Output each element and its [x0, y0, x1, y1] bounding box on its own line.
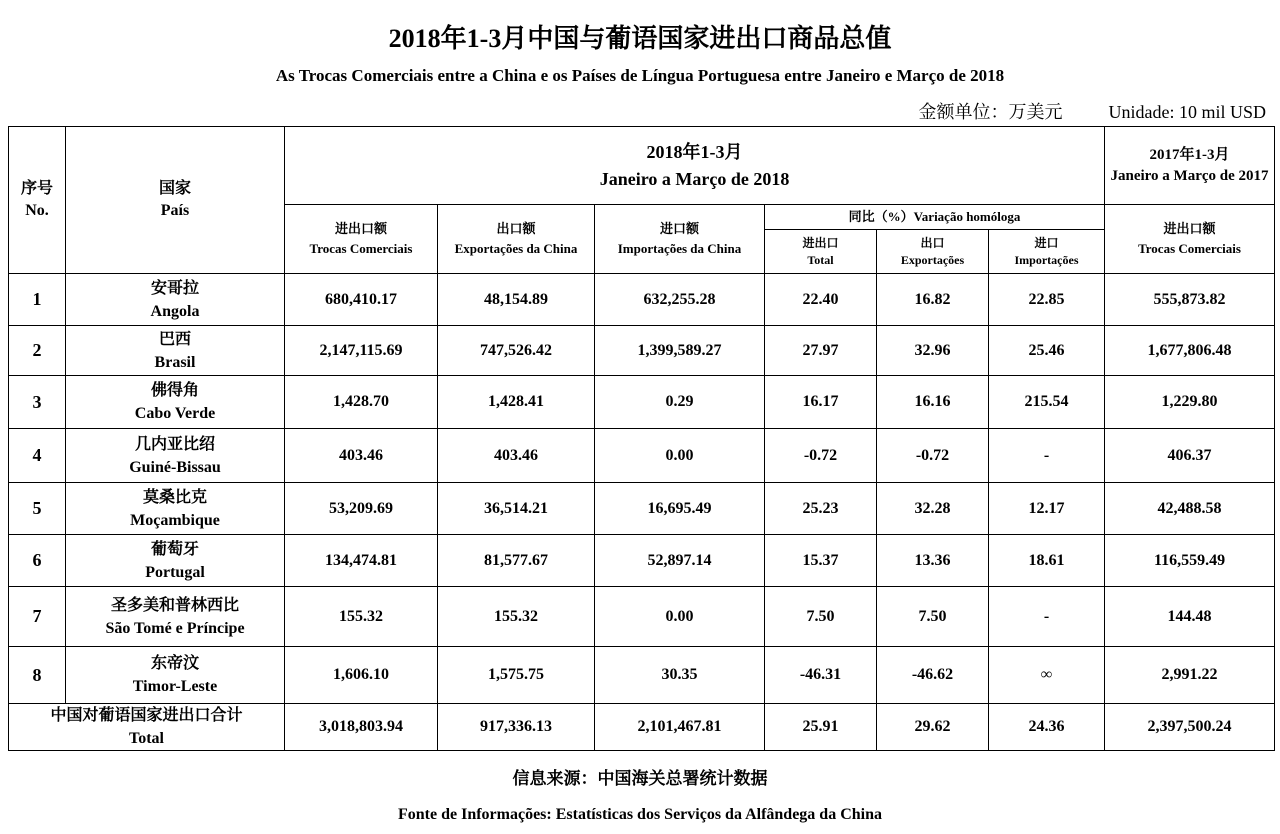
unit-cn: 金额单位：万美元	[918, 102, 1063, 122]
row-yoy-total: 16.17	[765, 376, 877, 429]
row-no: 8	[9, 647, 66, 704]
header-seq	[9, 127, 66, 274]
row-country	[66, 274, 285, 326]
row-yoy-export: 32.96	[877, 326, 989, 376]
row-yoy-total: -0.72	[765, 429, 877, 483]
table-row-total	[9, 704, 1275, 751]
row-yoy-import: 12.17	[989, 483, 1105, 535]
row-trade-2017: 116,559.49	[1105, 535, 1275, 587]
header-export-cn: 出口额	[496, 221, 536, 236]
table-row	[9, 587, 1275, 647]
row-yoy-import: -	[989, 429, 1105, 483]
page-subtitle: As Trocas Comerciais entre a China e os Países de Língua Portuguesa entre Janeiro e Março de 2018	[275, 66, 1005, 85]
row-country-pt: Timor-Leste	[132, 678, 218, 695]
header-trade-2017-cn: 进出口额	[1163, 221, 1216, 236]
table-row	[9, 535, 1275, 587]
row-trade: 134,474.81	[285, 535, 438, 587]
row-import: 52,897.14	[595, 535, 765, 587]
row-trade-2017: 1,677,806.48	[1105, 326, 1275, 376]
row-yoy-import: ∞	[989, 647, 1105, 704]
row-country-cn: 安哥拉	[150, 279, 199, 297]
total-label-cn: 中国对葡语国家进出口合计	[50, 707, 243, 724]
row-trade-2017: 555,873.82	[1105, 274, 1275, 326]
row-yoy-export: 16.82	[877, 274, 989, 326]
row-no: 3	[9, 376, 66, 429]
row-yoy-export: 13.36	[877, 535, 989, 587]
row-yoy-import: 18.61	[989, 535, 1105, 587]
row-country-pt: Guiné-Bissau	[129, 458, 221, 476]
row-trade-2017: 406.37	[1105, 429, 1275, 483]
header-import	[595, 205, 765, 274]
header-seq-en: No.	[25, 202, 49, 219]
unit-pt: Unidade: 10 mil USD	[1108, 102, 1266, 122]
row-yoy-export: -0.72	[877, 429, 989, 483]
row-import: 1,399,589.27	[595, 326, 765, 376]
header-yoy-total	[765, 230, 877, 274]
row-country-cn: 几内亚比绍	[134, 435, 215, 453]
row-country	[66, 647, 285, 704]
header-yoy-import	[989, 230, 1105, 274]
row-export: 1,428.41	[438, 376, 595, 429]
header-trade	[285, 205, 438, 274]
table-row	[9, 274, 1275, 326]
row-import: 16,695.49	[595, 483, 765, 535]
header-trade-2017-pt: Trocas Comerciais	[1138, 241, 1241, 256]
header-period-2018-cn: 2018年1-3月	[646, 141, 743, 162]
header-country-cn: 国家	[158, 180, 191, 197]
row-country-cn: 葡萄牙	[150, 540, 199, 558]
row-no: 5	[9, 483, 66, 535]
row-yoy-total: 25.23	[765, 483, 877, 535]
row-country-cn: 佛得角	[150, 382, 199, 399]
header-export	[438, 205, 595, 274]
total-yoy-export: 29.62	[877, 704, 989, 751]
row-yoy-import: 215.54	[989, 376, 1105, 429]
row-import: 0.00	[595, 587, 765, 647]
row-export: 403.46	[438, 429, 595, 483]
header-period-2018-pt: Janeiro a Março de 2018	[599, 168, 790, 189]
row-country-cn: 圣多美和普林西比	[110, 596, 239, 614]
row-yoy-export: 7.50	[877, 587, 989, 647]
row-export: 36,514.21	[438, 483, 595, 535]
trade-table	[8, 126, 1275, 751]
row-yoy-export: 16.16	[877, 376, 989, 429]
total-export: 917,336.13	[438, 704, 595, 751]
total-label-pt: Total	[129, 730, 164, 747]
total-yoy-import: 24.36	[989, 704, 1105, 751]
row-export: 1,575.75	[438, 647, 595, 704]
row-country-cn: 东帝汶	[150, 655, 199, 672]
row-yoy-import: 22.85	[989, 274, 1105, 326]
row-country	[66, 587, 285, 647]
header-yoy-import-cn: 进口	[1034, 235, 1059, 250]
header-yoy-total-cn: 进出口	[802, 235, 839, 250]
row-yoy-export: 32.28	[877, 483, 989, 535]
row-trade: 155.32	[285, 587, 438, 647]
row-export: 81,577.67	[438, 535, 595, 587]
unit-label	[919, 98, 1267, 124]
source-note-pt: Fonte de Informações: Estatísticas dos Serviços da Alfândega da China	[397, 806, 882, 823]
total-import: 2,101,467.81	[595, 704, 765, 751]
header-export-pt: Exportações da China	[454, 241, 578, 256]
header-country	[66, 127, 285, 274]
table-row	[9, 429, 1275, 483]
row-export: 48,154.89	[438, 274, 595, 326]
total-label	[9, 704, 285, 751]
table-row	[9, 647, 1275, 704]
row-trade: 1,606.10	[285, 647, 438, 704]
table-body	[9, 274, 1275, 751]
row-trade-2017: 1,229.80	[1105, 376, 1275, 429]
row-no: 6	[9, 535, 66, 587]
row-country-pt: São Tomé e Príncipe	[105, 619, 245, 637]
header-period-2017-cn: 2017年1-3月	[1149, 146, 1230, 163]
header-trade-cn: 进出口额	[334, 221, 387, 236]
header-import-pt: Importações da China	[617, 241, 742, 256]
header-yoy-export	[877, 230, 989, 274]
header-country-pt: País	[160, 202, 190, 219]
header-period-2017	[1105, 127, 1275, 205]
header-import-cn: 进口额	[659, 221, 699, 236]
header-period-2017-pt: Janeiro a Março de 2017	[1110, 167, 1269, 184]
table-row	[9, 326, 1275, 376]
row-no: 2	[9, 326, 66, 376]
row-yoy-import: 25.46	[989, 326, 1105, 376]
row-no: 7	[9, 587, 66, 647]
row-trade: 1,428.70	[285, 376, 438, 429]
header-trade-pt: Trocas Comerciais	[309, 241, 413, 256]
header-yoy: 同比（%）Variação homóloga	[765, 205, 1105, 230]
row-country-pt: Portugal	[145, 563, 205, 581]
row-no: 1	[9, 274, 66, 326]
row-yoy-import: -	[989, 587, 1105, 647]
row-country	[66, 429, 285, 483]
total-trade-2017: 2,397,500.24	[1105, 704, 1275, 751]
row-country-pt: Brasil	[154, 353, 196, 371]
row-trade: 53,209.69	[285, 483, 438, 535]
row-trade-2017: 2,991.22	[1105, 647, 1275, 704]
row-trade: 2,147,115.69	[285, 326, 438, 376]
row-yoy-total: 15.37	[765, 535, 877, 587]
row-import: 632,255.28	[595, 274, 765, 326]
row-yoy-total: 27.97	[765, 326, 877, 376]
row-country-pt: Angola	[150, 302, 200, 320]
row-trade: 403.46	[285, 429, 438, 483]
row-import: 0.29	[595, 376, 765, 429]
row-country	[66, 326, 285, 376]
row-import: 30.35	[595, 647, 765, 704]
row-country-pt: Moçambique	[130, 511, 220, 529]
row-yoy-export: -46.62	[877, 647, 989, 704]
row-yoy-total: 22.40	[765, 274, 877, 326]
total-trade: 3,018,803.94	[285, 704, 438, 751]
row-yoy-total: 7.50	[765, 587, 877, 647]
row-country	[66, 483, 285, 535]
row-country-cn: 巴西	[158, 330, 191, 348]
row-country	[66, 376, 285, 429]
header-yoy-total-pt: Total	[807, 252, 834, 267]
row-export: 155.32	[438, 587, 595, 647]
row-trade-2017: 144.48	[1105, 587, 1275, 647]
table-row	[9, 483, 1275, 535]
total-yoy-total: 25.91	[765, 704, 877, 751]
row-trade: 680,410.17	[285, 274, 438, 326]
row-trade-2017: 42,488.58	[1105, 483, 1275, 535]
source-note-cn: 信息来源：中国海关总署统计数据	[512, 769, 768, 788]
row-country-cn: 莫桑比克	[142, 488, 207, 506]
header-yoy-export-pt: Exportações	[900, 252, 965, 267]
header-seq-cn: 序号	[20, 180, 53, 197]
row-country	[66, 535, 285, 587]
header-period-2018	[285, 127, 1105, 205]
row-yoy-total: -46.31	[765, 647, 877, 704]
row-no: 4	[9, 429, 66, 483]
header-yoy-export-cn: 出口	[920, 235, 945, 250]
header-yoy-import-pt: Importações	[1014, 252, 1079, 267]
row-country-pt: Cabo Verde	[134, 405, 216, 422]
row-import: 0.00	[595, 429, 765, 483]
page-title: 2018年1-3月中国与葡语国家进出口商品总值	[388, 24, 892, 53]
table-row	[9, 376, 1275, 429]
header-trade-2017	[1105, 205, 1275, 274]
row-export: 747,526.42	[438, 326, 595, 376]
